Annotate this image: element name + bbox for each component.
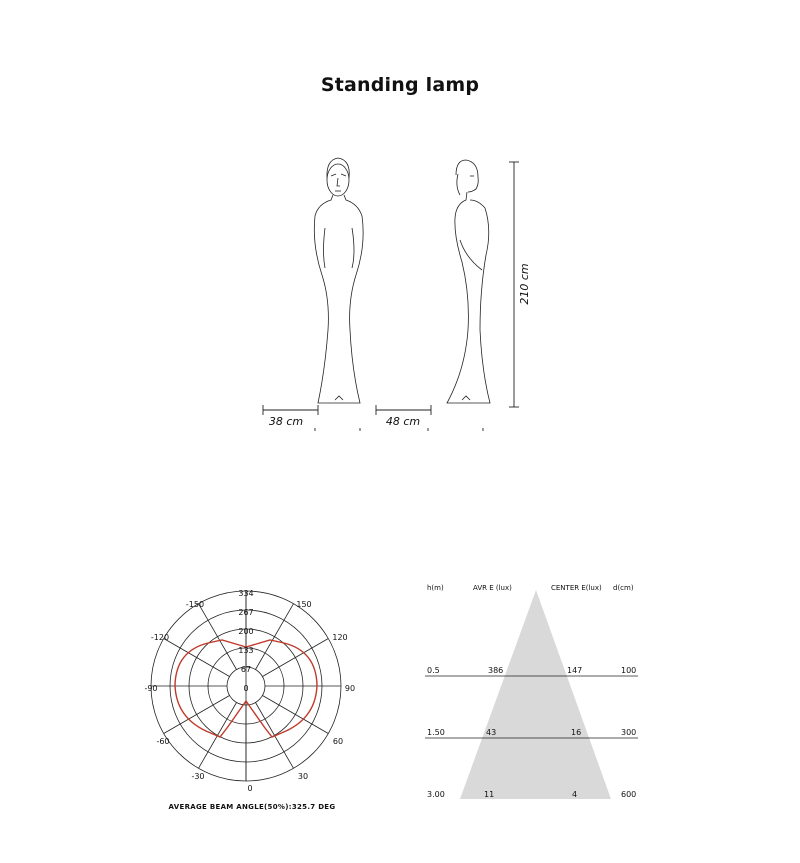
angle-label-bottom-right: 30 xyxy=(297,772,309,781)
radial-label-334: 334 xyxy=(238,589,254,598)
angle-label-bottom: 0 xyxy=(247,784,253,793)
polar-spoke xyxy=(263,696,329,734)
row-center: 147 xyxy=(567,666,583,675)
angle-label-right: 90 xyxy=(344,684,356,693)
angle-label-top-left: -150 xyxy=(185,600,205,609)
angle-label-left: -90 xyxy=(144,684,158,693)
angle-label-bottom-left: -30 xyxy=(191,772,205,781)
row-distance: 300 xyxy=(621,728,637,737)
radial-label-267: 267 xyxy=(238,608,254,617)
side-depth-label: 48 cm xyxy=(385,415,421,428)
angle-label-upper-right: 120 xyxy=(332,633,348,642)
light-cone xyxy=(460,590,611,799)
header-distance: d(cm) xyxy=(613,584,634,592)
angle-label-lower-left: -60 xyxy=(156,737,170,746)
height-label: 210 cm xyxy=(518,263,531,305)
header-center-illuminance: CENTER E(lux) xyxy=(551,584,602,592)
row-height: 3.00 xyxy=(427,790,445,799)
row-average: 43 xyxy=(486,728,497,737)
radial-label-0: 0 xyxy=(243,684,249,693)
radial-label-133: 133 xyxy=(238,646,254,655)
header-average-illuminance: AVR E (lux) xyxy=(473,584,512,592)
angle-label-top-right: 150 xyxy=(296,600,312,609)
polar-spoke xyxy=(164,639,230,677)
page-title: Standing lamp xyxy=(320,74,480,96)
row-distance: 600 xyxy=(621,790,637,799)
polar-spoke xyxy=(263,639,329,677)
polar-spoke xyxy=(199,604,237,670)
polar-spoke xyxy=(164,696,230,734)
illuminance-cone-table xyxy=(420,580,650,805)
row-average: 11 xyxy=(484,790,495,799)
row-center: 16 xyxy=(571,728,582,737)
polar-spoke xyxy=(256,604,294,670)
row-height: 0.5 xyxy=(427,666,440,675)
side-view-figure xyxy=(447,160,490,403)
front-width-label: 38 cm xyxy=(268,415,304,428)
row-center: 4 xyxy=(572,790,578,799)
beam-angle-caption: AVERAGE BEAM ANGLE(50%):325.7 DEG xyxy=(168,803,336,811)
row-height: 1.50 xyxy=(427,728,445,737)
angle-label-lower-right: 60 xyxy=(332,737,344,746)
radial-label-200: 200 xyxy=(238,627,254,636)
header-height: h(m) xyxy=(427,584,444,592)
polar-distribution-chart xyxy=(120,585,380,820)
row-distance: 100 xyxy=(621,666,637,675)
angle-label-upper-left: -120 xyxy=(150,633,170,642)
radial-label-67: 67 xyxy=(240,665,252,674)
row-average: 386 xyxy=(488,666,504,675)
front-view-figure xyxy=(314,158,363,403)
